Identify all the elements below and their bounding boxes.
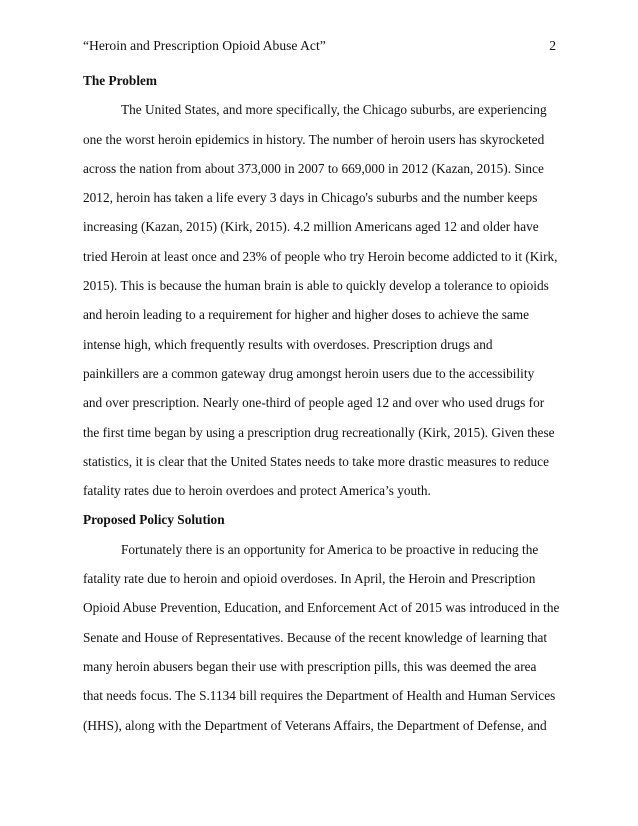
body-line: painkillers are a common gateway drug amongst heroin users due to the accessibility bbox=[83, 365, 535, 381]
page-header bbox=[83, 36, 556, 56]
body-line: fatality rate due to heroin and opioid overdoses. In April, the Heroin and Prescription bbox=[83, 571, 536, 587]
body-line: 2012, heroin has taken a life every 3 days in Chicago's suburbs and the number keeps bbox=[83, 190, 538, 206]
body-line: the first time began by using a prescription drug recreationally (Kirk, 2015). Given these bbox=[83, 424, 555, 440]
page-number: 2 bbox=[549, 38, 556, 53]
body-line: and heroin leading to a requirement for higher and higher doses to achieve the same bbox=[83, 307, 530, 323]
body-line: statistics, it is clear that the United States needs to take more drastic measures to reduce bbox=[83, 453, 549, 469]
body-line: The United States, and more specifically, the Chicago suburbs, are experiencing bbox=[121, 102, 547, 118]
body-line: many heroin abusers began their use with prescription pills, this was deemed the area bbox=[83, 658, 537, 674]
document-body bbox=[83, 66, 560, 740]
body-line: intense high, which frequently results with overdoses. Prescription drugs and bbox=[83, 336, 493, 352]
body-line: fatality rates due to heroin overdoes and protect America’s youth. bbox=[83, 483, 431, 499]
body-line: Senate and House of Representatives. Because of the recent knowledge of learning that bbox=[83, 629, 548, 645]
body-line: across the nation from about 373,000 in 2007 to 669,000 in 2012 (Kazan, 2015). Since bbox=[83, 160, 544, 176]
running-head: “Heroin and Prescription Opioid Abuse Act” bbox=[83, 38, 326, 53]
body-line: Opioid Abuse Prevention, Education, and Enforcement Act of 2015 was introduced in the bbox=[83, 600, 560, 616]
body-line: Fortunately there is an opportunity for America to be proactive in reducing the bbox=[121, 541, 539, 557]
body-line: one the worst heroin epidemics in history. The number of heroin users has skyrocketed bbox=[83, 131, 545, 147]
body-line: increasing (Kazan, 2015) (Kirk, 2015). 4.2 million Americans aged 12 and older have bbox=[83, 219, 539, 235]
body-line: 2015). This is because the human brain is able to quickly develop a tolerance to opioids bbox=[83, 278, 549, 294]
section-heading-the-problem: The Problem bbox=[83, 73, 157, 88]
body-line: and over prescription. Nearly one-third of people aged 12 and over who used drugs for bbox=[83, 395, 545, 411]
body-line: that needs focus. The S.1134 bill requires the Department of Health and Human Services bbox=[83, 688, 556, 704]
body-line: (HHS), along with the Department of Veterans Affairs, the Department of Defense, and bbox=[83, 717, 547, 733]
body-line: tried Heroin at least once and 23% of people who try Heroin become addicted to it (Kirk, bbox=[83, 248, 558, 264]
section-heading-proposed-policy-solution: Proposed Policy Solution bbox=[83, 512, 225, 528]
